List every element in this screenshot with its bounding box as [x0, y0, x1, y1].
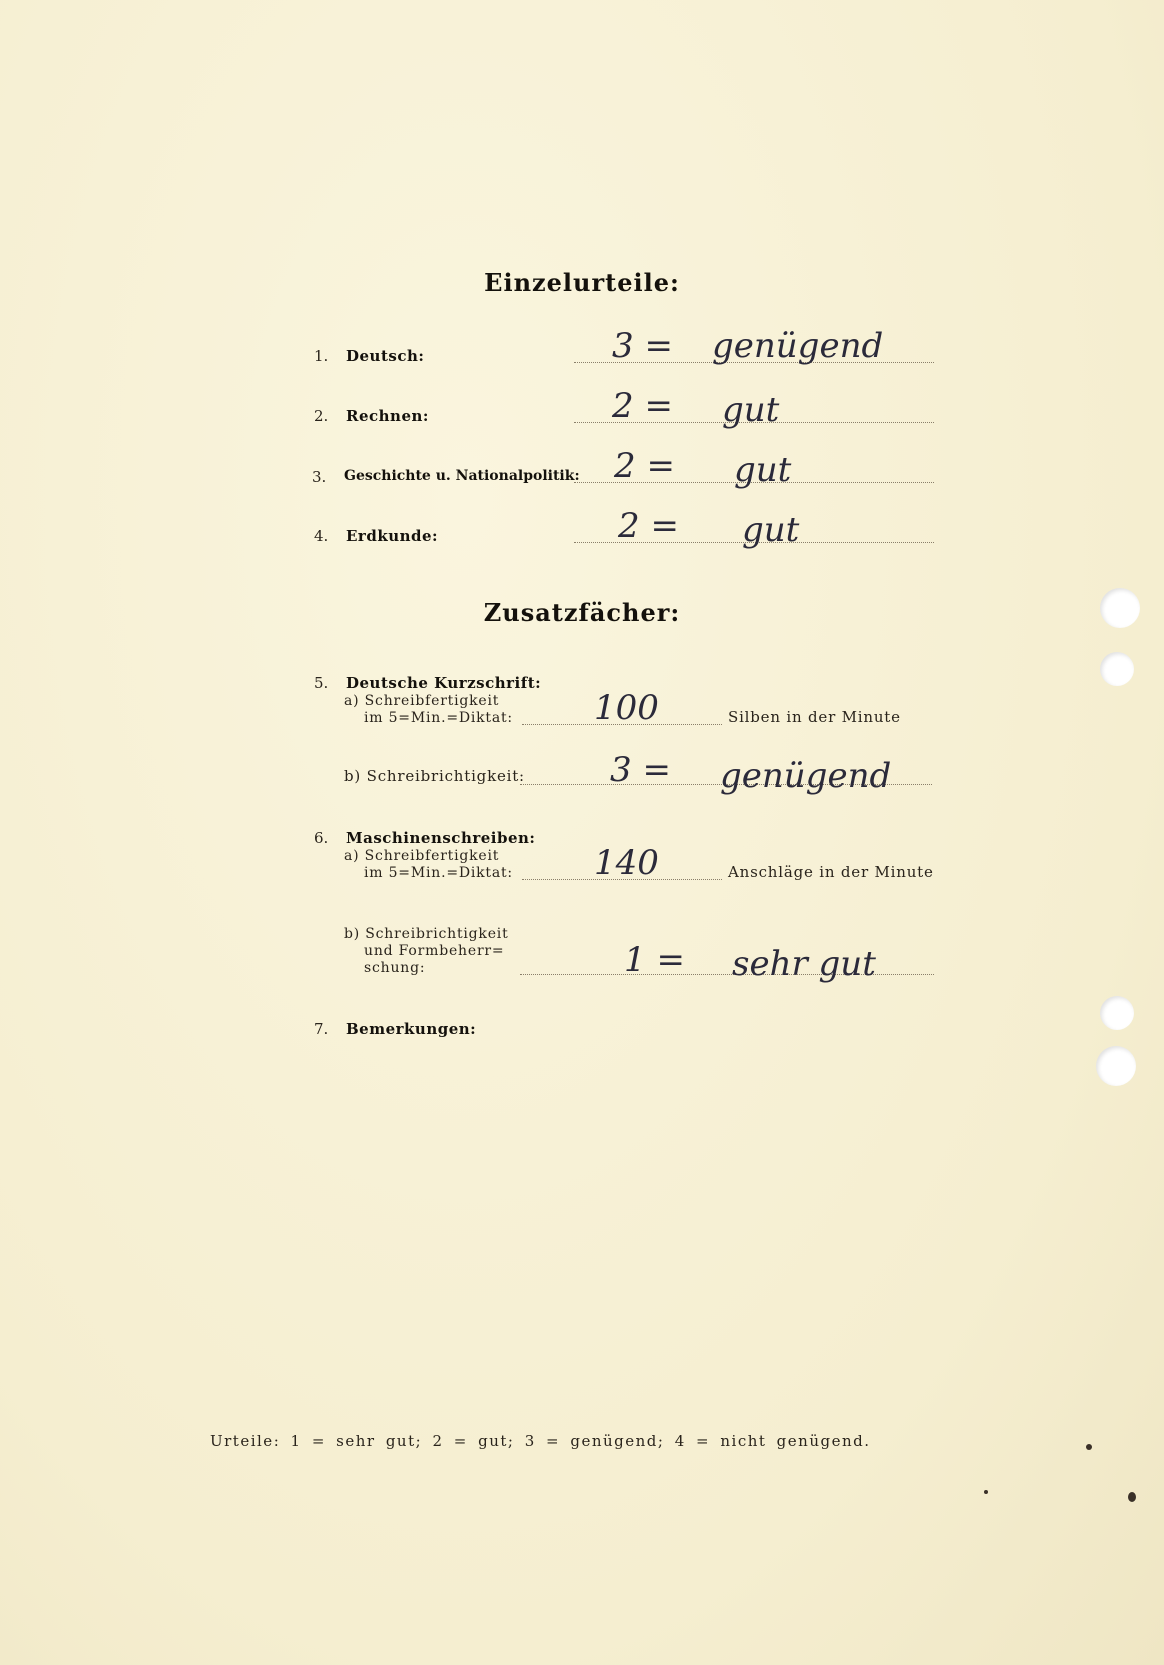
shorthand-b-label: b) Schreibrichtigkeit:	[344, 767, 525, 785]
handwritten-grade-word: genügend	[720, 756, 892, 796]
handwritten-grade: 2 =	[612, 386, 673, 426]
subject-number: 5.	[314, 674, 329, 692]
ink-speck	[984, 1490, 988, 1494]
handwritten-grade-word: gut	[734, 450, 792, 490]
heading-additional-subjects: Zusatzfächer:	[483, 598, 681, 627]
handwritten-grade-word: gut	[722, 390, 780, 430]
subject-name-typing: Maschinenschreiben:	[346, 829, 536, 847]
typing-b-label-2: und Formbeherr=	[364, 943, 505, 959]
subject-name-german: Deutsch:	[346, 347, 425, 365]
syllables-unit: Silben in der Minute	[728, 708, 901, 726]
subject-name-shorthand: Deutsche Kurzschrift:	[346, 674, 542, 692]
punch-hole	[1096, 1046, 1136, 1086]
subject-number: 1.	[314, 347, 329, 365]
typing-a-label-2: im 5=Min.=Diktat:	[364, 865, 513, 881]
subject-number: 6.	[314, 829, 329, 847]
subject-number: 7.	[314, 1020, 329, 1038]
subject-name-geography: Erdkunde:	[346, 527, 439, 545]
handwritten-grade-word: gut	[742, 510, 800, 550]
handwritten-grade: 3 =	[610, 750, 671, 790]
typing-b-label-3: schung:	[364, 960, 426, 976]
ink-speck	[1128, 1492, 1136, 1502]
subject-number: 2.	[314, 407, 329, 425]
subject-name-arithmetic: Rechnen:	[346, 407, 429, 425]
punch-hole	[1100, 588, 1140, 628]
handwritten-grade: 2 =	[618, 506, 679, 546]
ink-speck	[1086, 1444, 1092, 1450]
keystrokes-unit: Anschläge in der Minute	[728, 863, 934, 881]
punch-hole	[1100, 652, 1134, 686]
subject-name-history: Geschichte u. Nationalpolitik:	[344, 468, 580, 484]
handwritten-grade: 1 =	[624, 940, 685, 980]
typing-a-label-1: a) Schreibfertigkeit	[344, 848, 500, 864]
handwritten-grade-word: genügend	[712, 326, 884, 366]
punch-hole	[1100, 996, 1134, 1030]
subject-number: 3.	[312, 468, 327, 486]
handwritten-grade: 3 =	[612, 326, 673, 366]
handwritten-syllables-value: 100	[594, 688, 659, 728]
remarks-label: Bemerkungen:	[346, 1020, 477, 1038]
grading-legend: Urteile: 1 = sehr gut; 2 = gut; 3 = genügend; 4 = nicht genügend.	[210, 1432, 871, 1450]
shorthand-a-label-1: a) Schreibfertigkeit	[344, 693, 500, 709]
handwritten-keystrokes-value: 140	[594, 843, 659, 883]
subject-number: 4.	[314, 527, 329, 545]
typing-b-label-1: b) Schreibrichtigkeit	[344, 926, 509, 942]
heading-individual-grades: Einzelurteile:	[484, 268, 680, 297]
handwritten-grade-word: sehr gut	[732, 944, 876, 984]
handwritten-grade: 2 =	[614, 446, 675, 486]
shorthand-a-label-2: im 5=Min.=Diktat:	[364, 710, 513, 726]
